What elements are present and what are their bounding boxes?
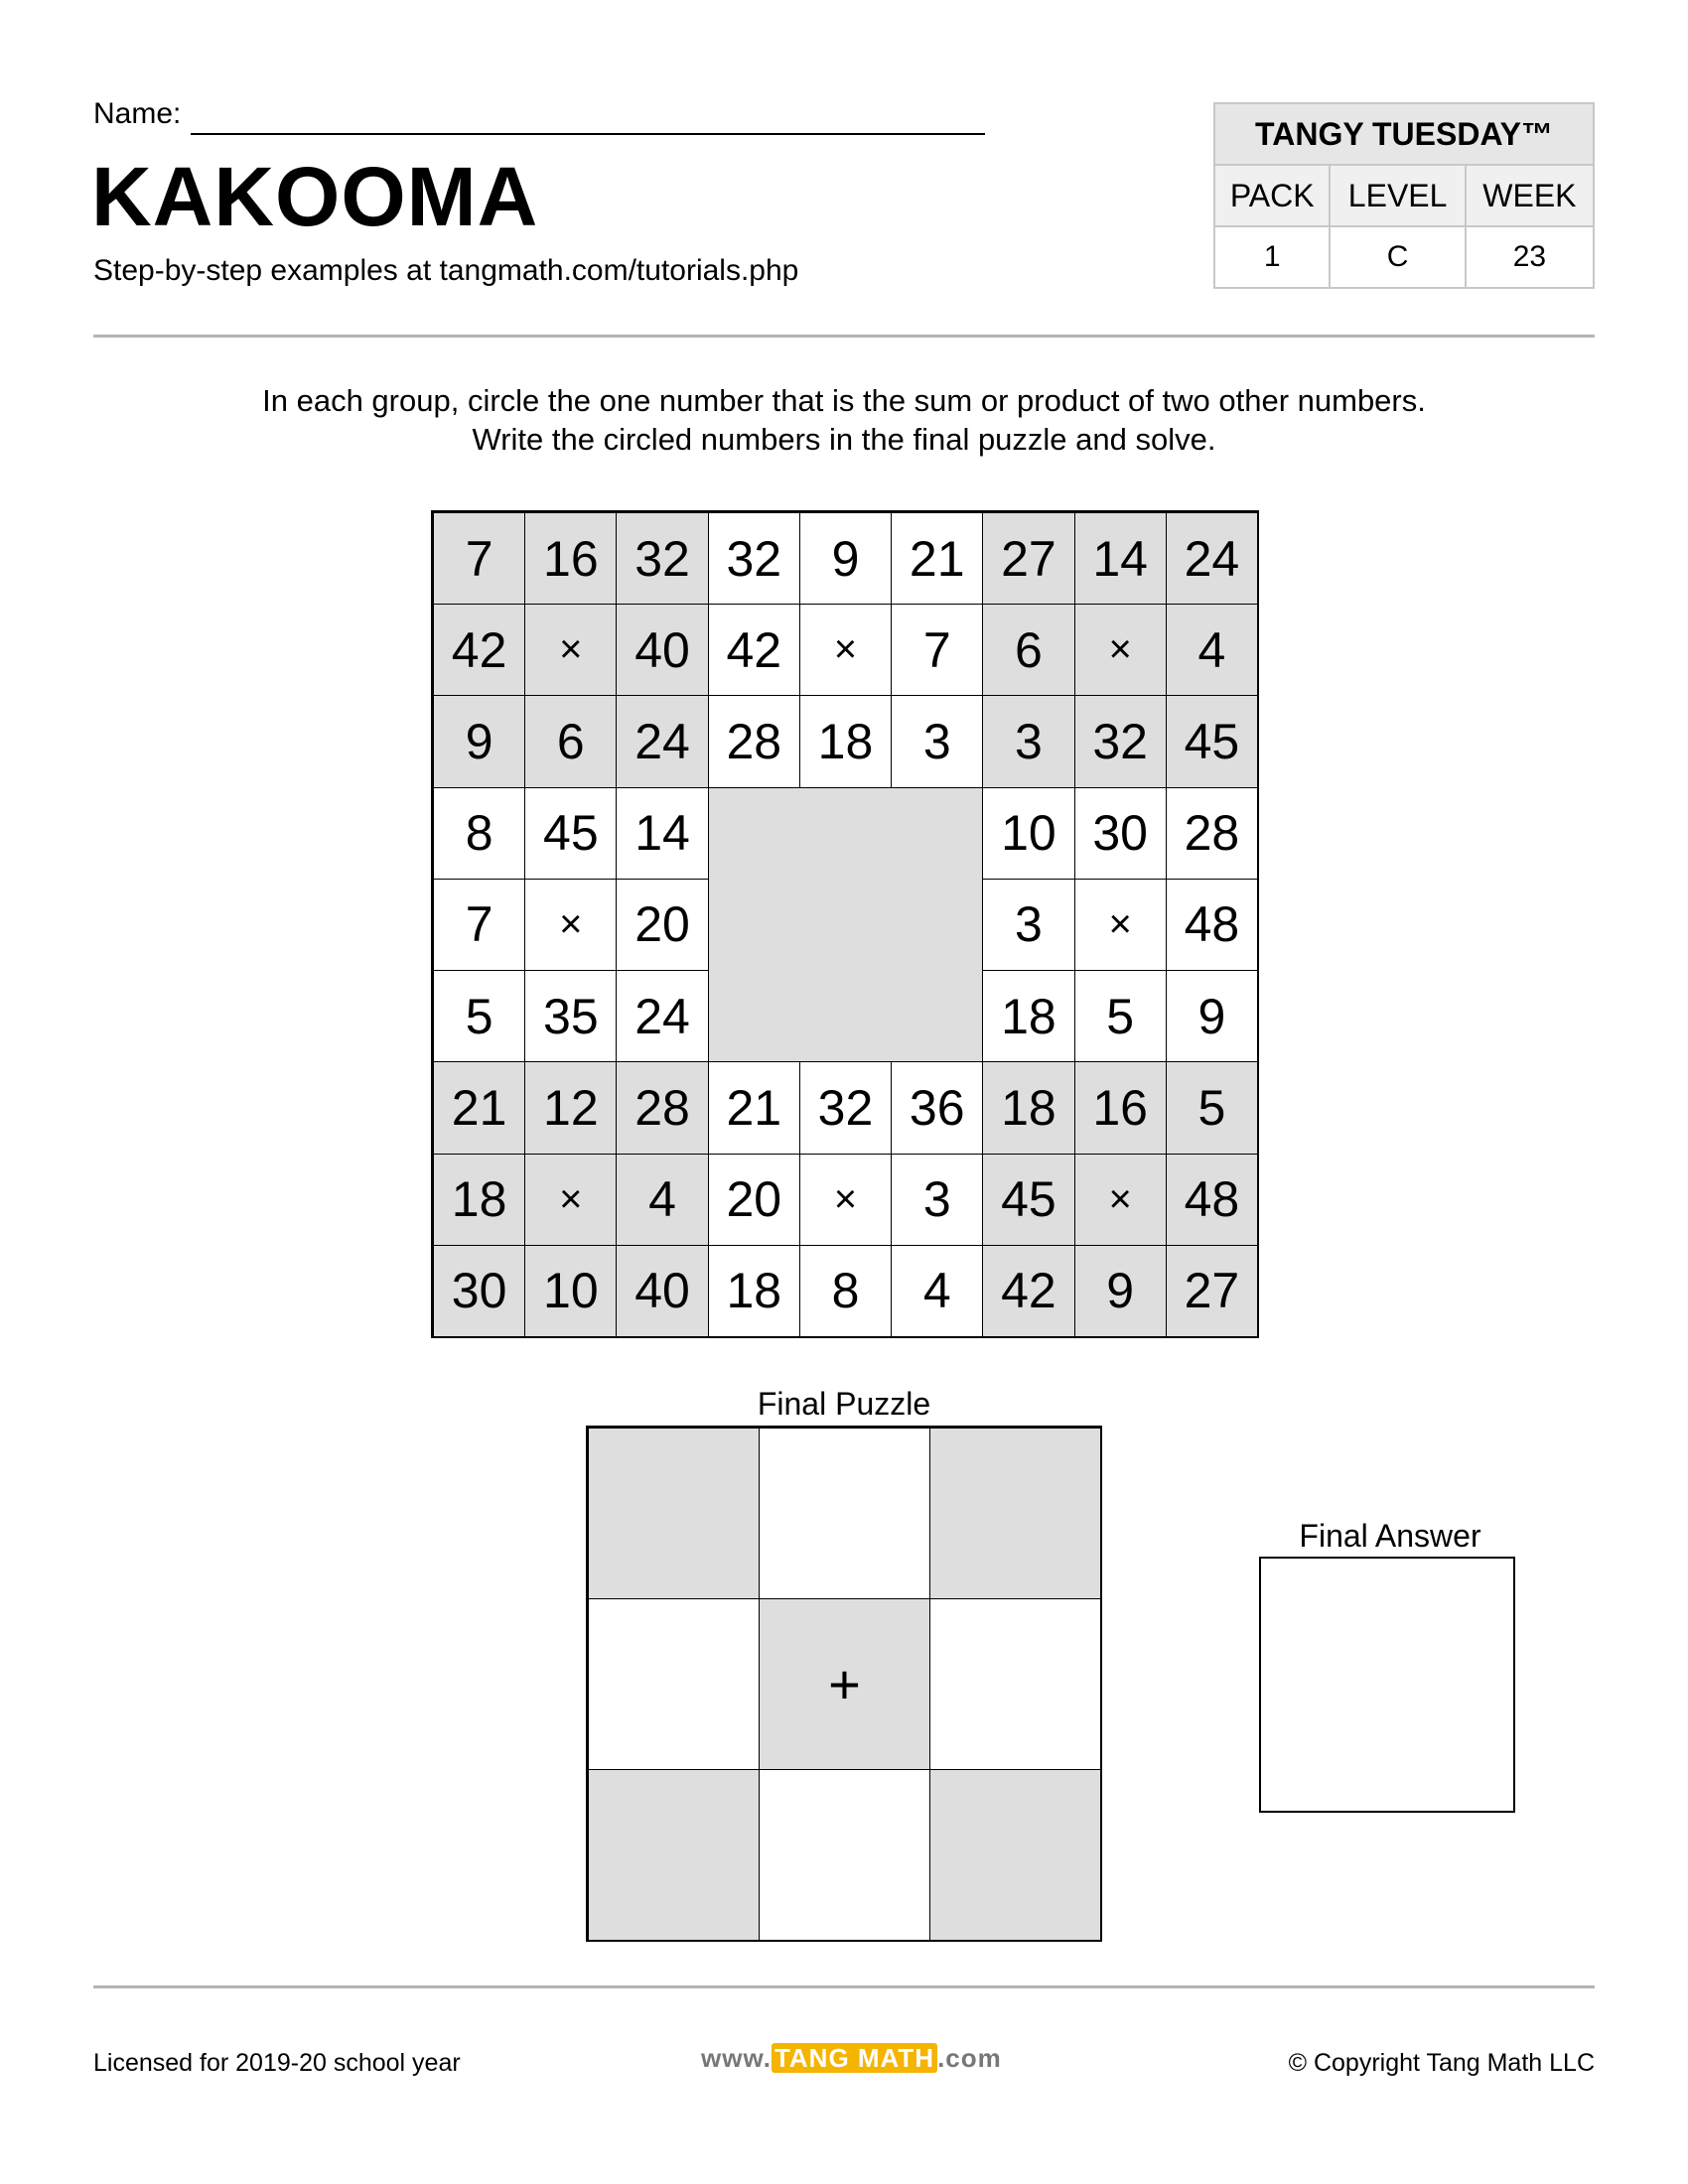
logo-suffix: .com: [937, 2043, 1002, 2073]
number-cell[interactable]: 16: [524, 512, 617, 605]
license-text: Licensed for 2019-20 school year: [93, 2049, 461, 2077]
number-cell[interactable]: 3: [982, 879, 1074, 971]
week-value: 23: [1466, 226, 1594, 288]
multiply-sign-cell: ×: [1074, 604, 1167, 696]
number-cell[interactable]: 45: [1166, 695, 1258, 787]
bottom-divider: [93, 1985, 1595, 1988]
number-cell[interactable]: 36: [891, 1061, 983, 1154]
number-cell[interactable]: 21: [433, 1061, 525, 1154]
number-cell[interactable]: 42: [708, 604, 800, 696]
number-cell[interactable]: 28: [708, 695, 800, 787]
number-cell[interactable]: 28: [1166, 787, 1258, 880]
number-cell[interactable]: 24: [616, 970, 708, 1062]
number-cell[interactable]: 35: [524, 970, 617, 1062]
final-puzzle-cell: [588, 1769, 760, 1941]
number-cell[interactable]: 42: [433, 604, 525, 696]
center-blank-block: [708, 787, 984, 1063]
number-cell[interactable]: 3: [891, 1154, 983, 1246]
number-cell[interactable]: 27: [1166, 1245, 1258, 1337]
final-puzzle-cell: [929, 1428, 1101, 1599]
number-cell[interactable]: 48: [1166, 879, 1258, 971]
logo-mid: TANG MATH: [772, 2043, 937, 2073]
week-header: WEEK: [1466, 165, 1594, 226]
number-cell[interactable]: 8: [433, 787, 525, 880]
level-value: C: [1330, 226, 1465, 288]
number-cell[interactable]: 40: [616, 604, 708, 696]
name-label: Name:: [93, 97, 182, 130]
multiply-sign-cell: ×: [524, 604, 617, 696]
number-cell[interactable]: 45: [524, 787, 617, 880]
number-cell[interactable]: 8: [799, 1245, 892, 1337]
number-cell[interactable]: 45: [982, 1154, 1074, 1246]
number-cell[interactable]: 18: [708, 1245, 800, 1337]
logo-prefix: www.: [701, 2043, 772, 2073]
multiply-sign-cell: ×: [799, 604, 892, 696]
number-cell[interactable]: 21: [708, 1061, 800, 1154]
final-puzzle-grid: [586, 1426, 1102, 1942]
number-cell[interactable]: 24: [1166, 512, 1258, 605]
number-cell[interactable]: 10: [982, 787, 1074, 880]
brand-cell: TANGY TUESDAY™: [1214, 103, 1594, 165]
level-header: LEVEL: [1330, 165, 1465, 226]
final-puzzle-cell[interactable]: [759, 1428, 930, 1599]
copyright-text: © Copyright Tang Math LLC: [1288, 2049, 1595, 2077]
number-cell[interactable]: 5: [433, 970, 525, 1062]
number-cell[interactable]: 21: [891, 512, 983, 605]
number-cell[interactable]: 27: [982, 512, 1074, 605]
final-puzzle-cell: [588, 1428, 760, 1599]
plus-operator-cell: +: [759, 1598, 930, 1770]
page-title: KAKOOMA: [91, 150, 539, 243]
multiply-sign-cell: ×: [524, 879, 617, 971]
number-cell[interactable]: 30: [1074, 787, 1167, 880]
tangmath-logo: [701, 2043, 1002, 2074]
number-cell[interactable]: 24: [616, 695, 708, 787]
multiply-sign-cell: ×: [1074, 1154, 1167, 1246]
number-cell[interactable]: 32: [799, 1061, 892, 1154]
number-cell[interactable]: 18: [982, 1061, 1074, 1154]
top-divider: [93, 335, 1595, 338]
number-cell[interactable]: 48: [1166, 1154, 1258, 1246]
number-cell[interactable]: 32: [616, 512, 708, 605]
number-cell[interactable]: 7: [891, 604, 983, 696]
number-cell[interactable]: 9: [1074, 1245, 1167, 1337]
final-puzzle-label: Final Puzzle: [757, 1386, 931, 1422]
number-cell[interactable]: 3: [982, 695, 1074, 787]
number-cell[interactable]: 9: [799, 512, 892, 605]
number-cell[interactable]: 20: [616, 879, 708, 971]
number-cell[interactable]: 12: [524, 1061, 617, 1154]
instructions-line-2: Write the circled numbers in the final puzzle and solve.: [472, 422, 1216, 457]
number-cell[interactable]: 9: [433, 695, 525, 787]
info-table: [1213, 102, 1595, 289]
instructions-line-1: In each group, circle the one number that is the sum or product of two other numbers.: [262, 383, 1426, 418]
number-cell[interactable]: 14: [616, 787, 708, 880]
pack-header: PACK: [1214, 165, 1330, 226]
number-cell[interactable]: 6: [982, 604, 1074, 696]
multiply-sign-cell: ×: [1074, 879, 1167, 971]
kakooma-grid: [431, 510, 1259, 1338]
number-cell[interactable]: 18: [799, 695, 892, 787]
number-cell[interactable]: 28: [616, 1061, 708, 1154]
number-cell[interactable]: 40: [616, 1245, 708, 1337]
number-cell[interactable]: 30: [433, 1245, 525, 1337]
number-cell[interactable]: 4: [1166, 604, 1258, 696]
number-cell[interactable]: 4: [891, 1245, 983, 1337]
number-cell[interactable]: 4: [616, 1154, 708, 1246]
pack-value: 1: [1214, 226, 1330, 288]
final-puzzle-cell[interactable]: [929, 1598, 1101, 1770]
number-cell[interactable]: 6: [524, 695, 617, 787]
number-cell[interactable]: 5: [1074, 970, 1167, 1062]
number-cell[interactable]: 32: [708, 512, 800, 605]
final-puzzle-cell: [929, 1769, 1101, 1941]
number-cell[interactable]: 18: [433, 1154, 525, 1246]
multiply-sign-cell: ×: [799, 1154, 892, 1246]
name-input-line[interactable]: [191, 133, 985, 135]
number-cell[interactable]: 18: [982, 970, 1074, 1062]
number-cell[interactable]: 10: [524, 1245, 617, 1337]
number-cell[interactable]: 9: [1166, 970, 1258, 1062]
number-cell[interactable]: 14: [1074, 512, 1167, 605]
final-answer-box[interactable]: [1259, 1557, 1515, 1813]
tutorial-link-text: Step-by-step examples at tangmath.com/tutorials.php: [93, 254, 799, 287]
multiply-sign-cell: ×: [524, 1154, 617, 1246]
number-cell[interactable]: 42: [982, 1245, 1074, 1337]
number-cell[interactable]: 3: [891, 695, 983, 787]
number-cell[interactable]: 16: [1074, 1061, 1167, 1154]
number-cell[interactable]: 7: [433, 512, 525, 605]
final-answer-label: Final Answer: [1299, 1518, 1481, 1554]
instructions: [0, 381, 1688, 459]
number-cell[interactable]: 5: [1166, 1061, 1258, 1154]
final-puzzle-cell[interactable]: [588, 1598, 760, 1770]
number-cell[interactable]: 7: [433, 879, 525, 971]
number-cell[interactable]: 20: [708, 1154, 800, 1246]
final-puzzle-cell[interactable]: [759, 1769, 930, 1941]
number-cell[interactable]: 32: [1074, 695, 1167, 787]
